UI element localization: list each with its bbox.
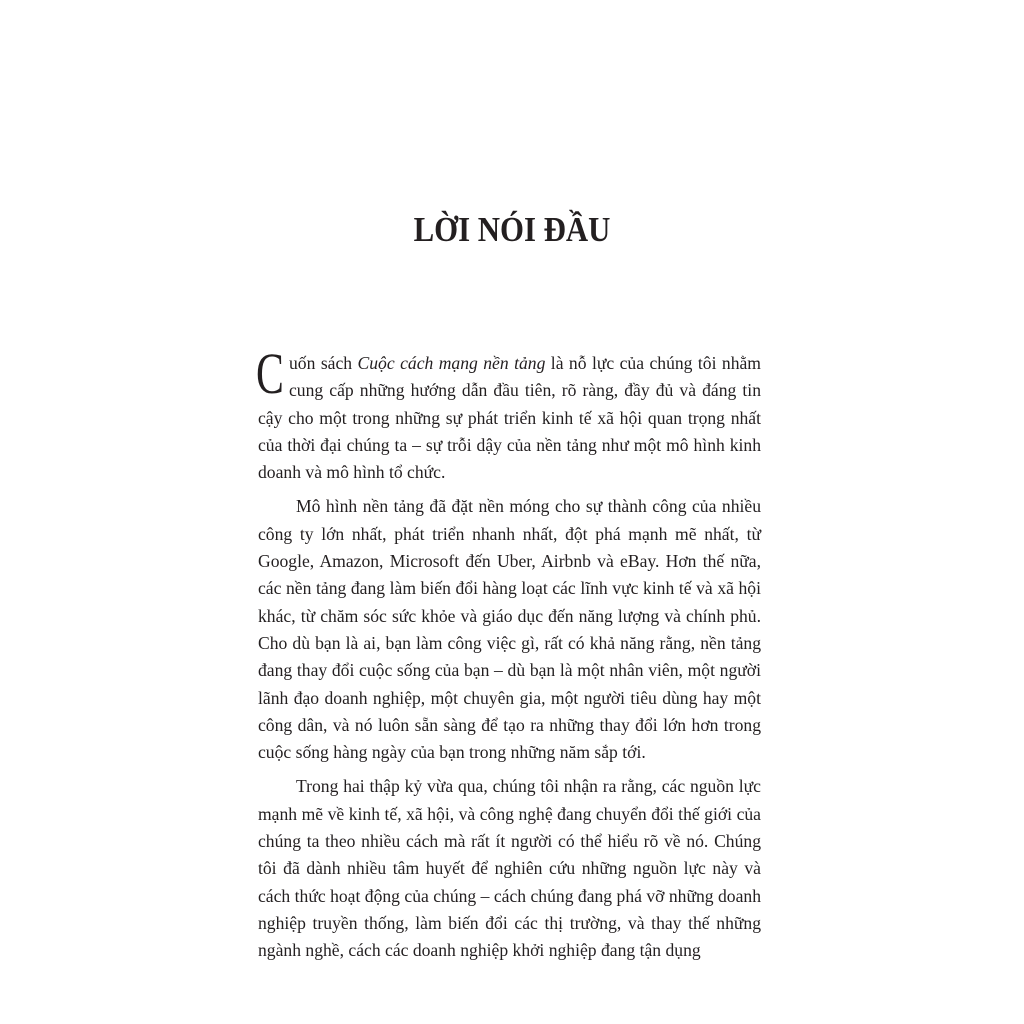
book-title-italic: Cuộc cách mạng nền tảng bbox=[357, 353, 546, 373]
drop-cap: C bbox=[256, 341, 284, 406]
chapter-heading: LỜI NÓI ĐẦU bbox=[413, 210, 611, 249]
paragraph-3: Trong hai thập kỷ vừa qua, chúng tôi nhận ra rằng, các nguồn lực mạnh mẽ về kinh tế, xã hội, và công nghệ đang chuyển đổi thế giới của chúng ta theo nhiều cách mà rất ít người có thể hiểu rõ về nó. Chúng tôi đã dành nhiều tâm huyết để nghiên cứu những nguồn lực này và cách thức hoạt động của chúng – cách chúng đang phá vỡ những doanh nghiệp truyền thống, làm biến đổi các thị trường, và thay thế những ngành nghề, cách các doanh nghiệp khởi nghiệp đang tận dụng bbox=[258, 776, 761, 961]
paragraph-1 bbox=[256, 341, 761, 486]
paragraph-1-start: uốn sách bbox=[289, 353, 358, 373]
paragraph-2: Mô hình nền tảng đã đặt nền móng cho sự thành công của nhiều công ty lớn nhất, phát triển nhanh nhất, đột phá mạnh mẽ nhất, từ Google, Amazon, Microsoft đến Uber, Airbnb và eBay. Hơn thế nữa, các nền tảng đang làm biến đổi hàng loạt các lĩnh vực kinh tế và xã hội khác, từ chăm sóc sức khỏe và giáo dục đến năng lượng và chính phủ. Cho dù bạn là ai, bạn làm công việc gì, rất có khả năng rằng, nền tảng đang thay đổi cuộc sống của bạn – dù bạn là một nhân viên, một người lãnh đạo doanh nghiệp, một chuyên gia, một người tiêu dùng hay một công dân, và nó luôn sẵn sàng để tạo ra những thay đổi lớn hơn trong cuộc sống hàng ngày của bạn trong những năm sắp tới. bbox=[258, 496, 761, 763]
paragraph-1-rest: là nỗ lực của chúng tôi nhằm cung cấp những hướng dẫn đầu tiên, rõ ràng, đầy đủ và đáng tin cậy cho một trong những sự phát triển kinh tế xã hội quan trọng nhất của thời đại chúng ta – sự trỗi dậy của nền tảng như một mô hình kinh doanh và mô hình tổ chức. bbox=[258, 353, 761, 483]
body-text bbox=[256, 341, 761, 972]
